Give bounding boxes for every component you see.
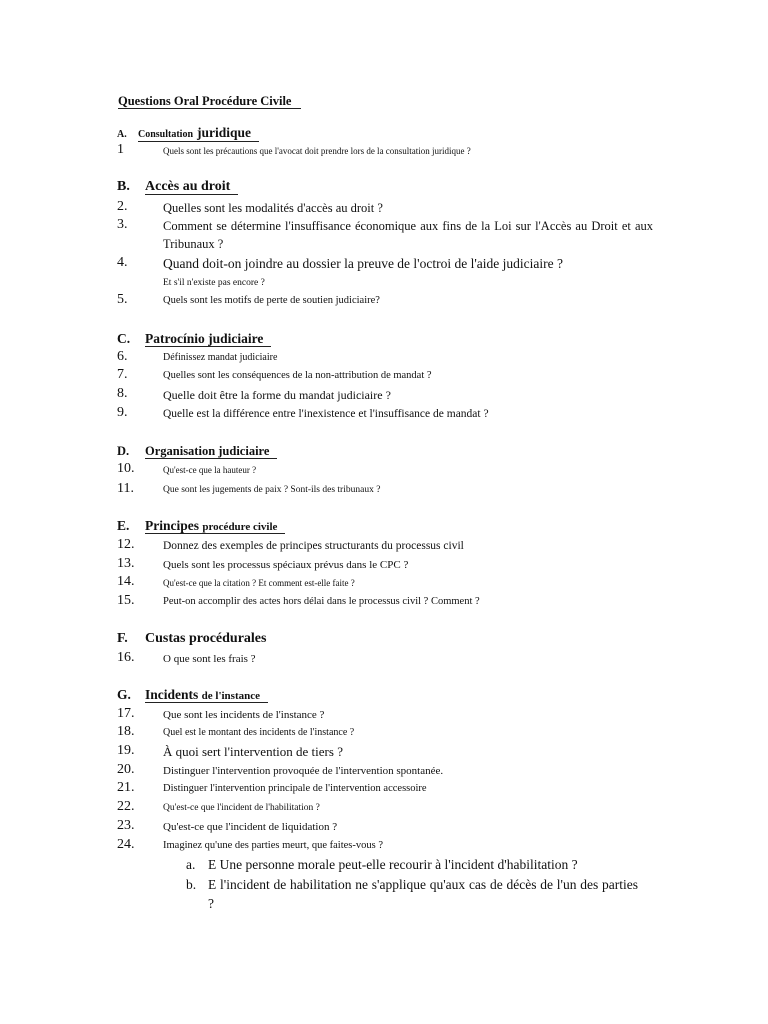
question-number: 4.: [117, 255, 128, 270]
section-e-heading: [117, 518, 285, 534]
section-title-part: Incidents: [145, 687, 199, 702]
question-text: Que sont les incidents de l'instance ?: [163, 709, 325, 721]
section-a-heading: [117, 124, 259, 142]
question-number: 5.: [117, 292, 128, 307]
question-text: Quels sont les motifs de perte de soutien judiciaire?: [163, 295, 380, 306]
question-number: 17.: [117, 706, 135, 721]
question-text: Qu'est-ce que l'incident de l'habilitation ?: [163, 803, 320, 813]
question-number: 1: [117, 142, 124, 157]
question-number: 20.: [117, 762, 135, 777]
question-text: Quel est le montant des incidents de l'instance ?: [163, 727, 355, 738]
section-c-heading: [117, 331, 271, 347]
question-number: 15.: [117, 593, 135, 608]
question-number: 21.: [117, 780, 135, 795]
question-number: 13.: [117, 556, 135, 571]
question-text: Peut-on accomplir des actes hors délai dans le processus civil ? Comment ?: [163, 596, 480, 607]
question-text: Quels sont les processus spéciaux prévus dans le CPC ?: [163, 559, 409, 571]
question-text: Quelles sont les modalités d'accès au droit ?: [163, 201, 383, 215]
subquestion-text: E l'incident de habilitation ne s'applique qu'aux cas de décès de l'un des parties ?: [208, 877, 638, 911]
section-letter: G.: [117, 687, 131, 702]
question-number: 6.: [117, 349, 128, 364]
question-text: Que sont les jugements de paix ? Sont-ils des tribunaux ?: [163, 485, 381, 495]
subquestion-letter: b.: [186, 877, 197, 892]
question-text: Donnez des exemples de principes structurants du processus civil: [163, 540, 464, 552]
question-text: Quelle est la différence entre l'inexistence et l'insuffisance de mandat ?: [163, 408, 489, 420]
section-letter: A.: [117, 129, 127, 140]
question-number: 7.: [117, 367, 128, 382]
section-title: Organisation judiciaire: [145, 444, 277, 459]
question-text: Quelle doit être la forme du mandat judiciaire ?: [163, 388, 391, 402]
subquestion-text: E Une personne morale peut-elle recourir à l'incident d'habilitation ?: [208, 857, 578, 872]
section-title: Custas procédurales: [145, 631, 267, 646]
section-letter: F.: [117, 631, 128, 646]
question-text: Comment se détermine l'insuffisance économique aux fins de la Loi sur l'Accès au Droit et aux Tribunaux ?: [163, 219, 653, 251]
question-number: 12.: [117, 537, 135, 552]
section-title-part: de l'instance: [201, 690, 261, 702]
section-title-part: Principes: [145, 518, 199, 533]
question-text: Qu'est-ce que l'incident de liquidation ?: [163, 821, 338, 833]
section-title-part: Consultation: [138, 129, 194, 140]
section-letter: E.: [117, 518, 130, 533]
question-text: Distinguer l'intervention principale de l'intervention accessoire: [163, 783, 427, 794]
question-number: 8.: [117, 386, 128, 401]
question-number: 22.: [117, 799, 135, 814]
question-text: Quelles sont les conséquences de la non-attribution de mandat ?: [163, 370, 432, 381]
question-text: Qu'est-ce que la hauteur ?: [163, 465, 257, 475]
section-g-heading: [117, 687, 268, 703]
question-number: 3.: [117, 217, 128, 232]
question-text: Imaginez qu'une des parties meurt, que faites-vous ?: [163, 840, 383, 851]
section-letter: C.: [117, 331, 131, 346]
question-text: Quels sont les précautions que l'avocat doit prendre lors de la consultation juridique ?: [163, 146, 471, 156]
question-text: Qu'est-ce que la citation ? Et comment est-elle faite ?: [163, 578, 355, 588]
question-number: 10.: [117, 461, 135, 476]
subquestion-letter: a.: [186, 857, 196, 872]
section-letter: B.: [117, 179, 130, 194]
section-f-heading: [117, 631, 274, 647]
question-number: 16.: [117, 650, 135, 665]
section-letter: D.: [117, 444, 130, 458]
question-number: 24.: [117, 837, 135, 852]
section-title-part: juridique: [197, 125, 252, 140]
question-number: 2.: [117, 199, 128, 214]
question-number: 11.: [117, 481, 134, 496]
question-text: Quand doit-on joindre au dossier la preuve de l'octroi de l'aide judiciaire ?: [163, 256, 563, 271]
question-text: Définissez mandat judiciaire: [163, 352, 278, 363]
section-title: Accès au droit: [145, 179, 238, 195]
section-d-heading: [117, 444, 277, 459]
question-text: Distinguer l'intervention provoquée de l'intervention spontanée.: [163, 765, 444, 777]
question-number: 23.: [117, 818, 135, 833]
question-text: O que sont les frais ?: [163, 653, 256, 665]
section-title: Patrocínio judiciaire: [145, 331, 271, 347]
question-subtext: Et s'il n'existe pas encore ?: [163, 278, 265, 288]
section-title-part: procédure civile: [202, 521, 278, 533]
question-number: 14.: [117, 574, 135, 589]
question-number: 19.: [117, 743, 135, 758]
question-text: À quoi sert l'intervention de tiers ?: [163, 744, 343, 759]
question-number: 9.: [117, 405, 128, 420]
page-title: Questions Oral Procédure Civile: [118, 94, 301, 109]
question-number: 18.: [117, 724, 135, 739]
section-b-heading: [117, 179, 238, 195]
